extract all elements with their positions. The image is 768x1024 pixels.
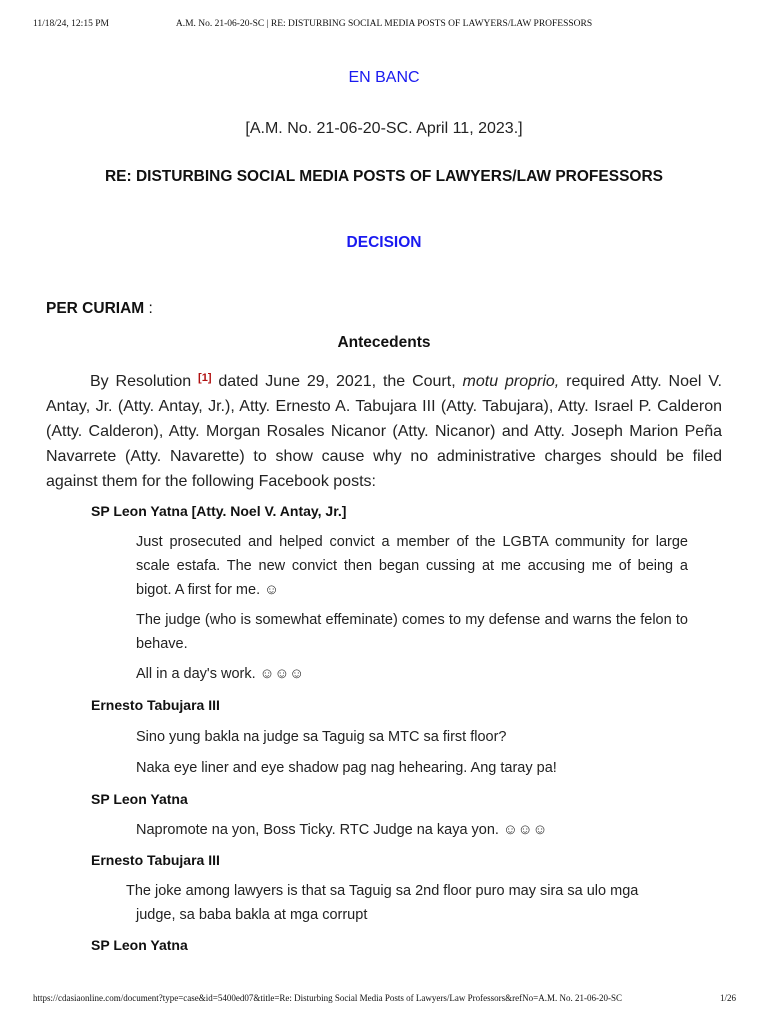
per-curiam-colon: : bbox=[144, 300, 153, 317]
post-text: The judge (who is somewhat effeminate) comes to my defense and warns the felon to behave. bbox=[136, 612, 688, 652]
para-text-rest: required Atty. Noel V. Antay, Jr. (Atty. Antay, Jr.), Atty. Ernesto A. Tabujara III (Atty. Tabujara), Atty. Israel P. Calderon (Atty. Calderon), Atty. Morgan Rosales Nicanor (Atty. Nicanor) and Atty. Joseph Marion Peña Navarrete (Atty. Navarette) to show cause why no administrative charges should be filed against them for the following Facebook posts: bbox=[46, 373, 722, 490]
para-italic-term: motu proprio, bbox=[462, 373, 560, 390]
antecedents-paragraph bbox=[46, 366, 722, 494]
per-curiam-line bbox=[46, 300, 153, 318]
post-text bbox=[126, 879, 688, 927]
page-number: 1/26 bbox=[719, 993, 736, 1003]
post-text-first-line: The joke among lawyers is that sa Taguig sa 2nd floor puro may sira sa ulo mga bbox=[126, 883, 639, 899]
section-title: Antecedents bbox=[337, 334, 431, 351]
post-speaker: Ernesto Tabujara III bbox=[91, 852, 220, 868]
post-text: All in a day's work. ☺☺☺ bbox=[136, 666, 305, 682]
post-speaker: SP Leon Yatna bbox=[91, 791, 188, 807]
case-number: [A.M. No. 21-06-20-SC. April 11, 2023.] bbox=[245, 120, 523, 137]
footnote-link[interactable]: [1] bbox=[198, 372, 212, 384]
print-datetime: 11/18/24, 12:15 PM bbox=[33, 19, 109, 29]
post-speaker: SP Leon Yatna [Atty. Noel V. Antay, Jr.] bbox=[91, 503, 347, 519]
post-text: Just prosecuted and helped convict a member of the LGBTA community for large scale estafa. The new convict then began cussing at me accusing me of being a bigot. A first for me. ☺ bbox=[136, 534, 688, 598]
print-doc-title: A.M. No. 21-06-20-SC | RE: DISTURBING SOCIAL MEDIA POSTS OF LAWYERS/LAW PROFESSORS bbox=[175, 19, 593, 29]
post-text-continuation: judge, sa baba bakla at mga corrupt bbox=[136, 907, 368, 923]
division-label[interactable]: EN BANC bbox=[348, 69, 420, 86]
case-title: RE: DISTURBING SOCIAL MEDIA POSTS OF LAWYERS/LAW PROFESSORS bbox=[104, 168, 664, 185]
post-speaker: SP Leon Yatna bbox=[91, 937, 188, 953]
post-text: Sino yung bakla na judge sa Taguig sa MTC sa first floor? bbox=[136, 729, 507, 745]
per-curiam-label: PER CURIAM bbox=[46, 300, 145, 317]
para-text-mid: dated June 29, 2021, the Court, bbox=[211, 373, 463, 390]
para-text-start: By Resolution bbox=[90, 373, 199, 390]
print-url: https://cdasiaonline.com/document?type=case&id=5400ed07&title=Re: Disturbing Social Media Posts of Lawyers/Law Professors&refNo=A.M. No. 21-06-20-SC bbox=[33, 993, 622, 1003]
post-speaker: Ernesto Tabujara III bbox=[91, 697, 220, 713]
post-text: Napromote na yon, Boss Ticky. RTC Judge na kaya yon. ☺☺☺ bbox=[136, 822, 548, 838]
post-text: Naka eye liner and eye shadow pag nag hehearing. Ang taray pa! bbox=[136, 760, 557, 776]
decision-label[interactable]: DECISION bbox=[346, 234, 422, 251]
